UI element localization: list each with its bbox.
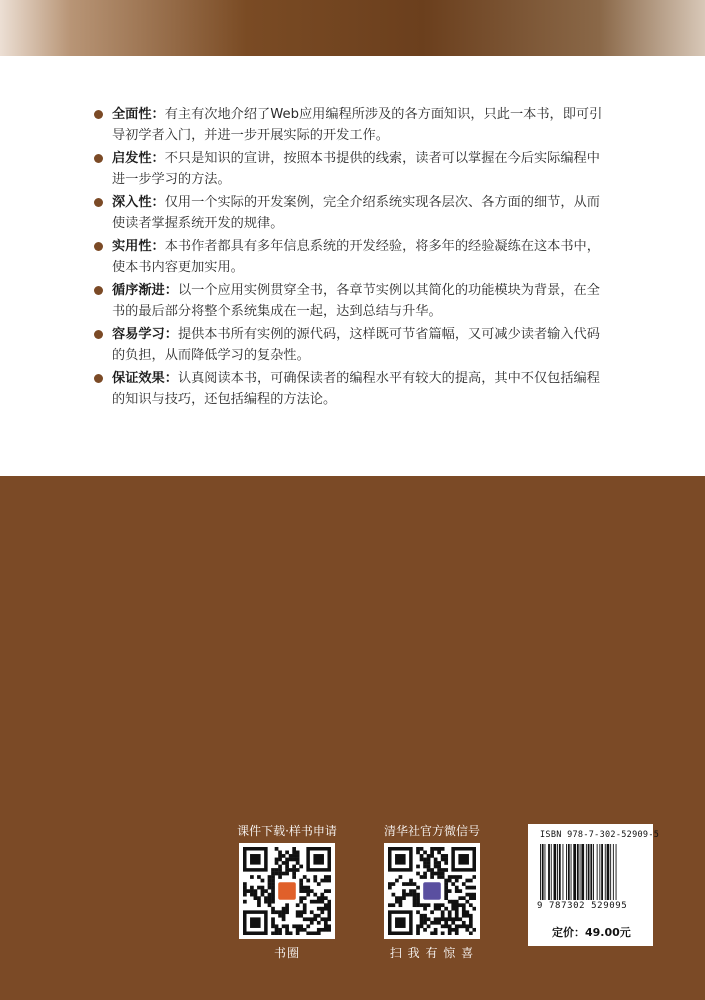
feature-item	[92, 148, 612, 190]
feature-title: 实用性：	[112, 239, 165, 254]
qr-code-wechat[interactable]	[384, 843, 480, 939]
feature-text: 本书作者都具有多年信息系统的开发经验，将多年的经验凝练在这本书中，使本书内容更加实用。	[112, 239, 600, 276]
feature-title: 全面性：	[112, 107, 165, 122]
feature-title: 启发性：	[112, 151, 165, 166]
bullet-icon	[94, 330, 103, 339]
barcode-digits: 9 787302 529095	[537, 901, 628, 911]
top-decorative-band	[0, 0, 705, 56]
qr-caption-bottom: 扫 我 有 惊 喜	[389, 946, 475, 960]
feature-item	[92, 104, 612, 146]
feature-text: 认真阅读本书，可确保读者的编程水平有较大的提高，其中不仅包括编程的知识与技巧，还包括编程的方法论。	[112, 371, 600, 408]
feature-item	[92, 280, 612, 322]
qr-block-courseware	[232, 823, 342, 961]
qr-code-courseware[interactable]	[239, 843, 335, 939]
bullet-icon	[94, 242, 103, 251]
barcode-icon	[539, 844, 642, 902]
qr-caption-top: 清华社官方微信号	[383, 824, 480, 838]
feature-item	[92, 324, 612, 366]
price-label: 定价：49.00元	[552, 926, 631, 939]
qr-center-logo-icon	[278, 882, 296, 900]
feature-text: 不只是知识的宣讲，按照本书提供的线索，读者可以掌握在今后实际编程中进一步学习的方法。	[112, 151, 600, 188]
feature-list	[92, 104, 612, 412]
isbn-text: ISBN 978-7-302-52909-5	[540, 830, 660, 840]
qr-caption-bottom: 书圈	[273, 946, 300, 960]
feature-item	[92, 368, 612, 410]
qr-center-logo-icon	[423, 882, 441, 900]
qr-caption-top: 课件下载·样书申请	[237, 824, 337, 838]
bullet-icon	[94, 286, 103, 295]
feature-title: 循序渐进：	[112, 283, 178, 298]
isbn-barcode-box	[528, 824, 660, 946]
feature-text: 仅用一个实际的开发案例，完全介绍系统实现各层次、各方面的细节，从而使读者掌握系统开发的规律。	[112, 195, 600, 232]
qr-code-pattern	[388, 847, 476, 935]
qr-code-pattern	[243, 847, 331, 935]
feature-text: 提供本书所有实例的源代码，这样既可节省篇幅，又可减少读者输入代码的负担，从而降低学习的复杂性。	[112, 327, 600, 364]
bullet-icon	[94, 374, 103, 383]
feature-item	[92, 192, 612, 234]
feature-title: 容易学习：	[112, 327, 178, 342]
feature-title: 保证效果：	[112, 371, 178, 386]
bullet-icon	[94, 154, 103, 163]
feature-text: 以一个应用实例贯穿全书，各章节实例以其简化的功能模块为背景，在全书的最后部分将整个系统集成在一起，达到总结与升华。	[112, 283, 600, 320]
feature-item	[92, 236, 612, 278]
qr-block-wechat	[377, 823, 487, 961]
feature-text: 有主有次地介绍了Web应用编程所涉及的各方面知识，只此一本书，即可引导初学者入门，并进一步开展实际的开发工作。	[112, 107, 603, 144]
feature-title: 深入性：	[112, 195, 165, 210]
bullet-icon	[94, 110, 103, 119]
bullet-icon	[94, 198, 103, 207]
